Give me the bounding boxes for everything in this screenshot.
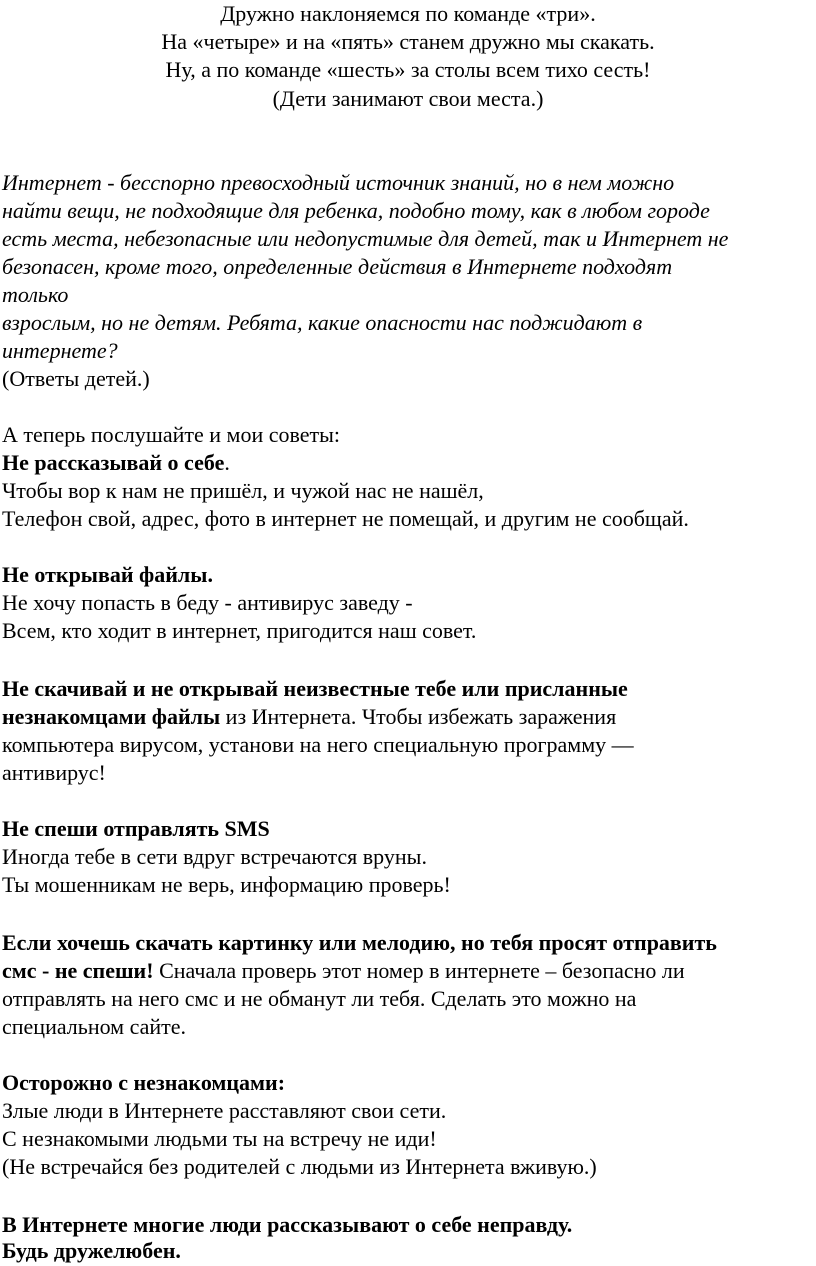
rule-text: Сначала проверь этот номер в интернете – безопасно ли xyxy=(153,958,685,983)
rule-heading xyxy=(2,449,230,477)
intro-paragraph-line: интернете? xyxy=(2,338,118,363)
rule-text-line: Иногда тебе в сети вдруг встречаются вруны. xyxy=(2,844,427,869)
rule-text-line: антивирус! xyxy=(2,760,106,785)
intro-paragraph-line: найти вещи, не подходящие для ребенка, подобно тому, как в любом городе xyxy=(2,198,710,223)
verse-line: Дружно наклоняемся по команде «три». xyxy=(220,1,596,26)
intro-paragraph-line: взрослым, но не детям. Ребята, какие опасности нас поджидают в xyxy=(2,310,643,335)
rule-title: Не скачивай и не открывай неизвестные тебе или присланные xyxy=(2,676,628,701)
rule-text: из Интернета. Чтобы избежать заражения xyxy=(220,704,617,729)
rule-title: Осторожно с незнакомцами: xyxy=(2,1070,286,1095)
children-answer: (Ответы детей.) xyxy=(2,366,150,391)
rule-text-line: Всем, кто ходит в интернет, пригодится наш совет. xyxy=(2,618,477,643)
rule-title-punct: . xyxy=(224,450,230,475)
rule-text-line: Ты мошенникам не верь, информацию проверь! xyxy=(2,872,451,897)
rule-title: В Интернете многие люди рассказывают о себе неправду. xyxy=(2,1212,573,1237)
intro-paragraph-line: есть места, небезопасные или недопустимые для детей, так и Интернет не xyxy=(2,226,729,251)
intro-paragraph-line: Интернет - бесспорно превосходный источник знаний, но в нем можно xyxy=(2,170,675,195)
rule-text-line: специальном сайте. xyxy=(2,1014,187,1039)
rule-text-line xyxy=(2,703,616,731)
rule-title-continued: незнакомцами файлы xyxy=(2,704,221,729)
verse-line: Ну, а по команде «шесть» за столы всем тихо сесть! xyxy=(165,57,651,82)
stage-direction: (Дети занимают свои места.) xyxy=(272,86,544,111)
rule-text-line: Не хочу попасть в беду - антивирус заведу - xyxy=(2,590,413,615)
intro-paragraph-line: безопасен, кроме того, определенные действия в Интернете подходят xyxy=(2,254,673,279)
rule-title: Не рассказывай о себе xyxy=(2,450,225,475)
rule-title: Не открывай файлы. xyxy=(2,562,213,587)
rule-title: Если хочешь скачать картинку или мелодию, но тебя просят отправить xyxy=(2,930,717,955)
rule-text-line: Чтобы вор к нам не пришёл, и чужой нас не нашёл, xyxy=(2,478,484,503)
rule-text-line: С незнакомыми людьми ты на встречу не иди! xyxy=(2,1126,437,1151)
rule-text-line xyxy=(2,957,685,985)
rule-text-line: Телефон свой, адрес, фото в интернет не помещай, и другим не сообщай. xyxy=(2,506,689,531)
verse-line: На «четыре» и на «пять» станем дружно мы скакать. xyxy=(161,29,655,54)
rule-text-line: компьютера вирусом, установи на него специальную программу — xyxy=(2,732,634,757)
intro-paragraph-line: только xyxy=(2,282,69,307)
rule-text-line: отправлять на него смс и не обманут ли тебя. Сделать это можно на xyxy=(2,986,637,1011)
advice-intro: А теперь послушайте и мои советы: xyxy=(2,422,341,447)
rule-text-line: Злые люди в Интернете расставляют свои сети. xyxy=(2,1098,447,1123)
rule-title: Не спеши отправлять SMS xyxy=(2,816,270,841)
rule-title: Будь дружелюбен. xyxy=(2,1238,181,1263)
rule-text-line: (Не встречайся без родителей с людьми из Интернета вживую.) xyxy=(2,1154,597,1179)
rule-title-continued: смс - не спеши! xyxy=(2,958,154,983)
